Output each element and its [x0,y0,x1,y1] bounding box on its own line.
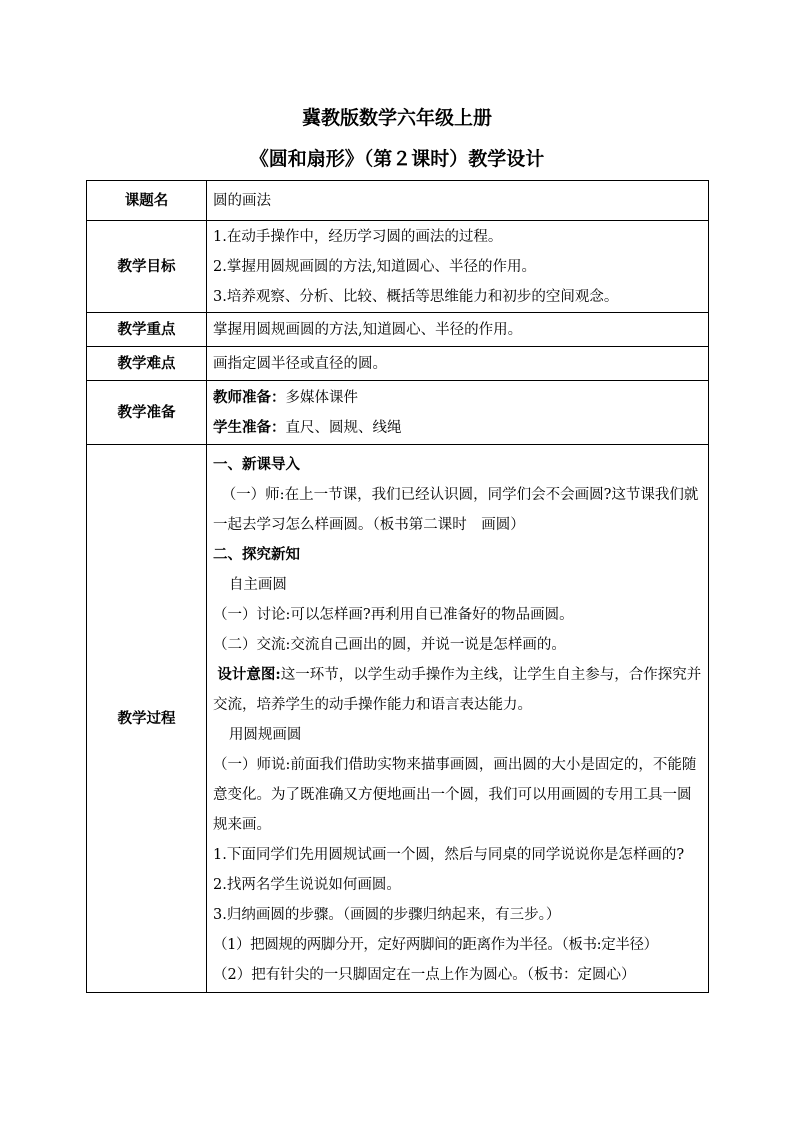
student-preparation [213,413,705,443]
value-topic: 圆的画法 [207,181,709,221]
value-preparation [207,381,709,445]
label-topic: 课题名 [87,181,207,221]
paragraph: （一）师说:前面我们借助实物来描事画圆，画出圆的大小是固定的，不能随意变化。为了既准确又方便地画出一个圆，我们可以用画圆的专用工具一圆规来画。 [213,757,697,833]
label-difficulty: 教学难点 [87,347,207,381]
label-preparation: 教学准备 [87,381,207,445]
subheading: 用圆规画圆 [228,727,302,743]
label-process: 教学过程 [87,445,207,993]
paragraph: 2.找两名学生说说如何画圆。 [213,877,401,893]
paragraph: （一）师:在上一节课，我们已经认识圆，同学们会不会画圆?这节课我们就一起去学习怎么样画圆。（板书第二课时 画圆） [213,487,699,533]
row-key-point [87,313,709,347]
design-intent-text: 这一环节，以学生动手操作为主线，让学生自主参与，合作探究并交流，培养学生的动手操作能力和语言表达能力。 [213,667,702,713]
label-key-point: 教学重点 [87,313,207,347]
section-heading: 二、探究新知 [213,546,300,563]
lesson-plan-table [86,180,709,993]
paragraph: 1.下面同学们先用圆规试画一个圆，然后与同桌的同学说说你是怎样画的? [213,847,685,863]
design-intent-label: 设计意图: [217,666,281,683]
objective-item: 3.培养观察、分析、比较、概括等思维能力和初步的空间观念。 [213,288,619,305]
student-preparation-label: 学生准备： [213,418,286,436]
objective-item: 1.在动手操作中，经历学习圆的画法的过程。 [213,228,503,245]
teacher-preparation-label: 教师准备： [213,388,286,406]
paragraph: 3.归纳画圆的步骤。（画圆的步骤归纳起来，有三步。） [213,907,561,923]
section-heading: 一、新课导入 [213,456,300,473]
paragraph: （1）把圆规的两脚分开，定好两脚间的距离作为半径。（板书:定半径） [213,937,658,953]
student-preparation-value: 直尺、圆规、线绳 [285,419,402,436]
row-process [87,445,709,993]
design-intent [213,660,705,720]
row-objectives [87,221,709,313]
row-difficulty [87,347,709,381]
paragraph: （二）交流:交流自己画出的圆，并说一说是怎样画的。 [213,637,566,653]
paragraph: （2）把有针尖的一只脚固定在一点上作为圆心。（板书：定圆心） [213,967,636,983]
value-key-point: 掌握用圆规画圆的方法,知道圆心、半径的作用。 [207,313,709,347]
row-preparation [87,381,709,445]
value-objectives [207,221,709,313]
objective-item: 2.掌握用圆规画圆的方法,知道圆心、半径的作用。 [213,258,536,275]
document-subtitle: 《圆和扇形》（第２课时）教学设计 [249,148,545,170]
paragraph: （一）讨论:可以怎样画?再利用自已准备好的物品画圆。 [213,607,574,623]
label-objectives: 教学目标 [87,221,207,313]
value-difficulty: 画指定圆半径或直径的圆。 [207,347,709,381]
value-process [207,445,709,993]
teacher-preparation [213,383,705,413]
subheading: 自主画圆 [228,577,287,593]
document-title: 冀教版数学六年级上册 [301,107,492,129]
teacher-preparation-value: 多媒体课件 [285,389,358,406]
row-topic [87,181,709,221]
